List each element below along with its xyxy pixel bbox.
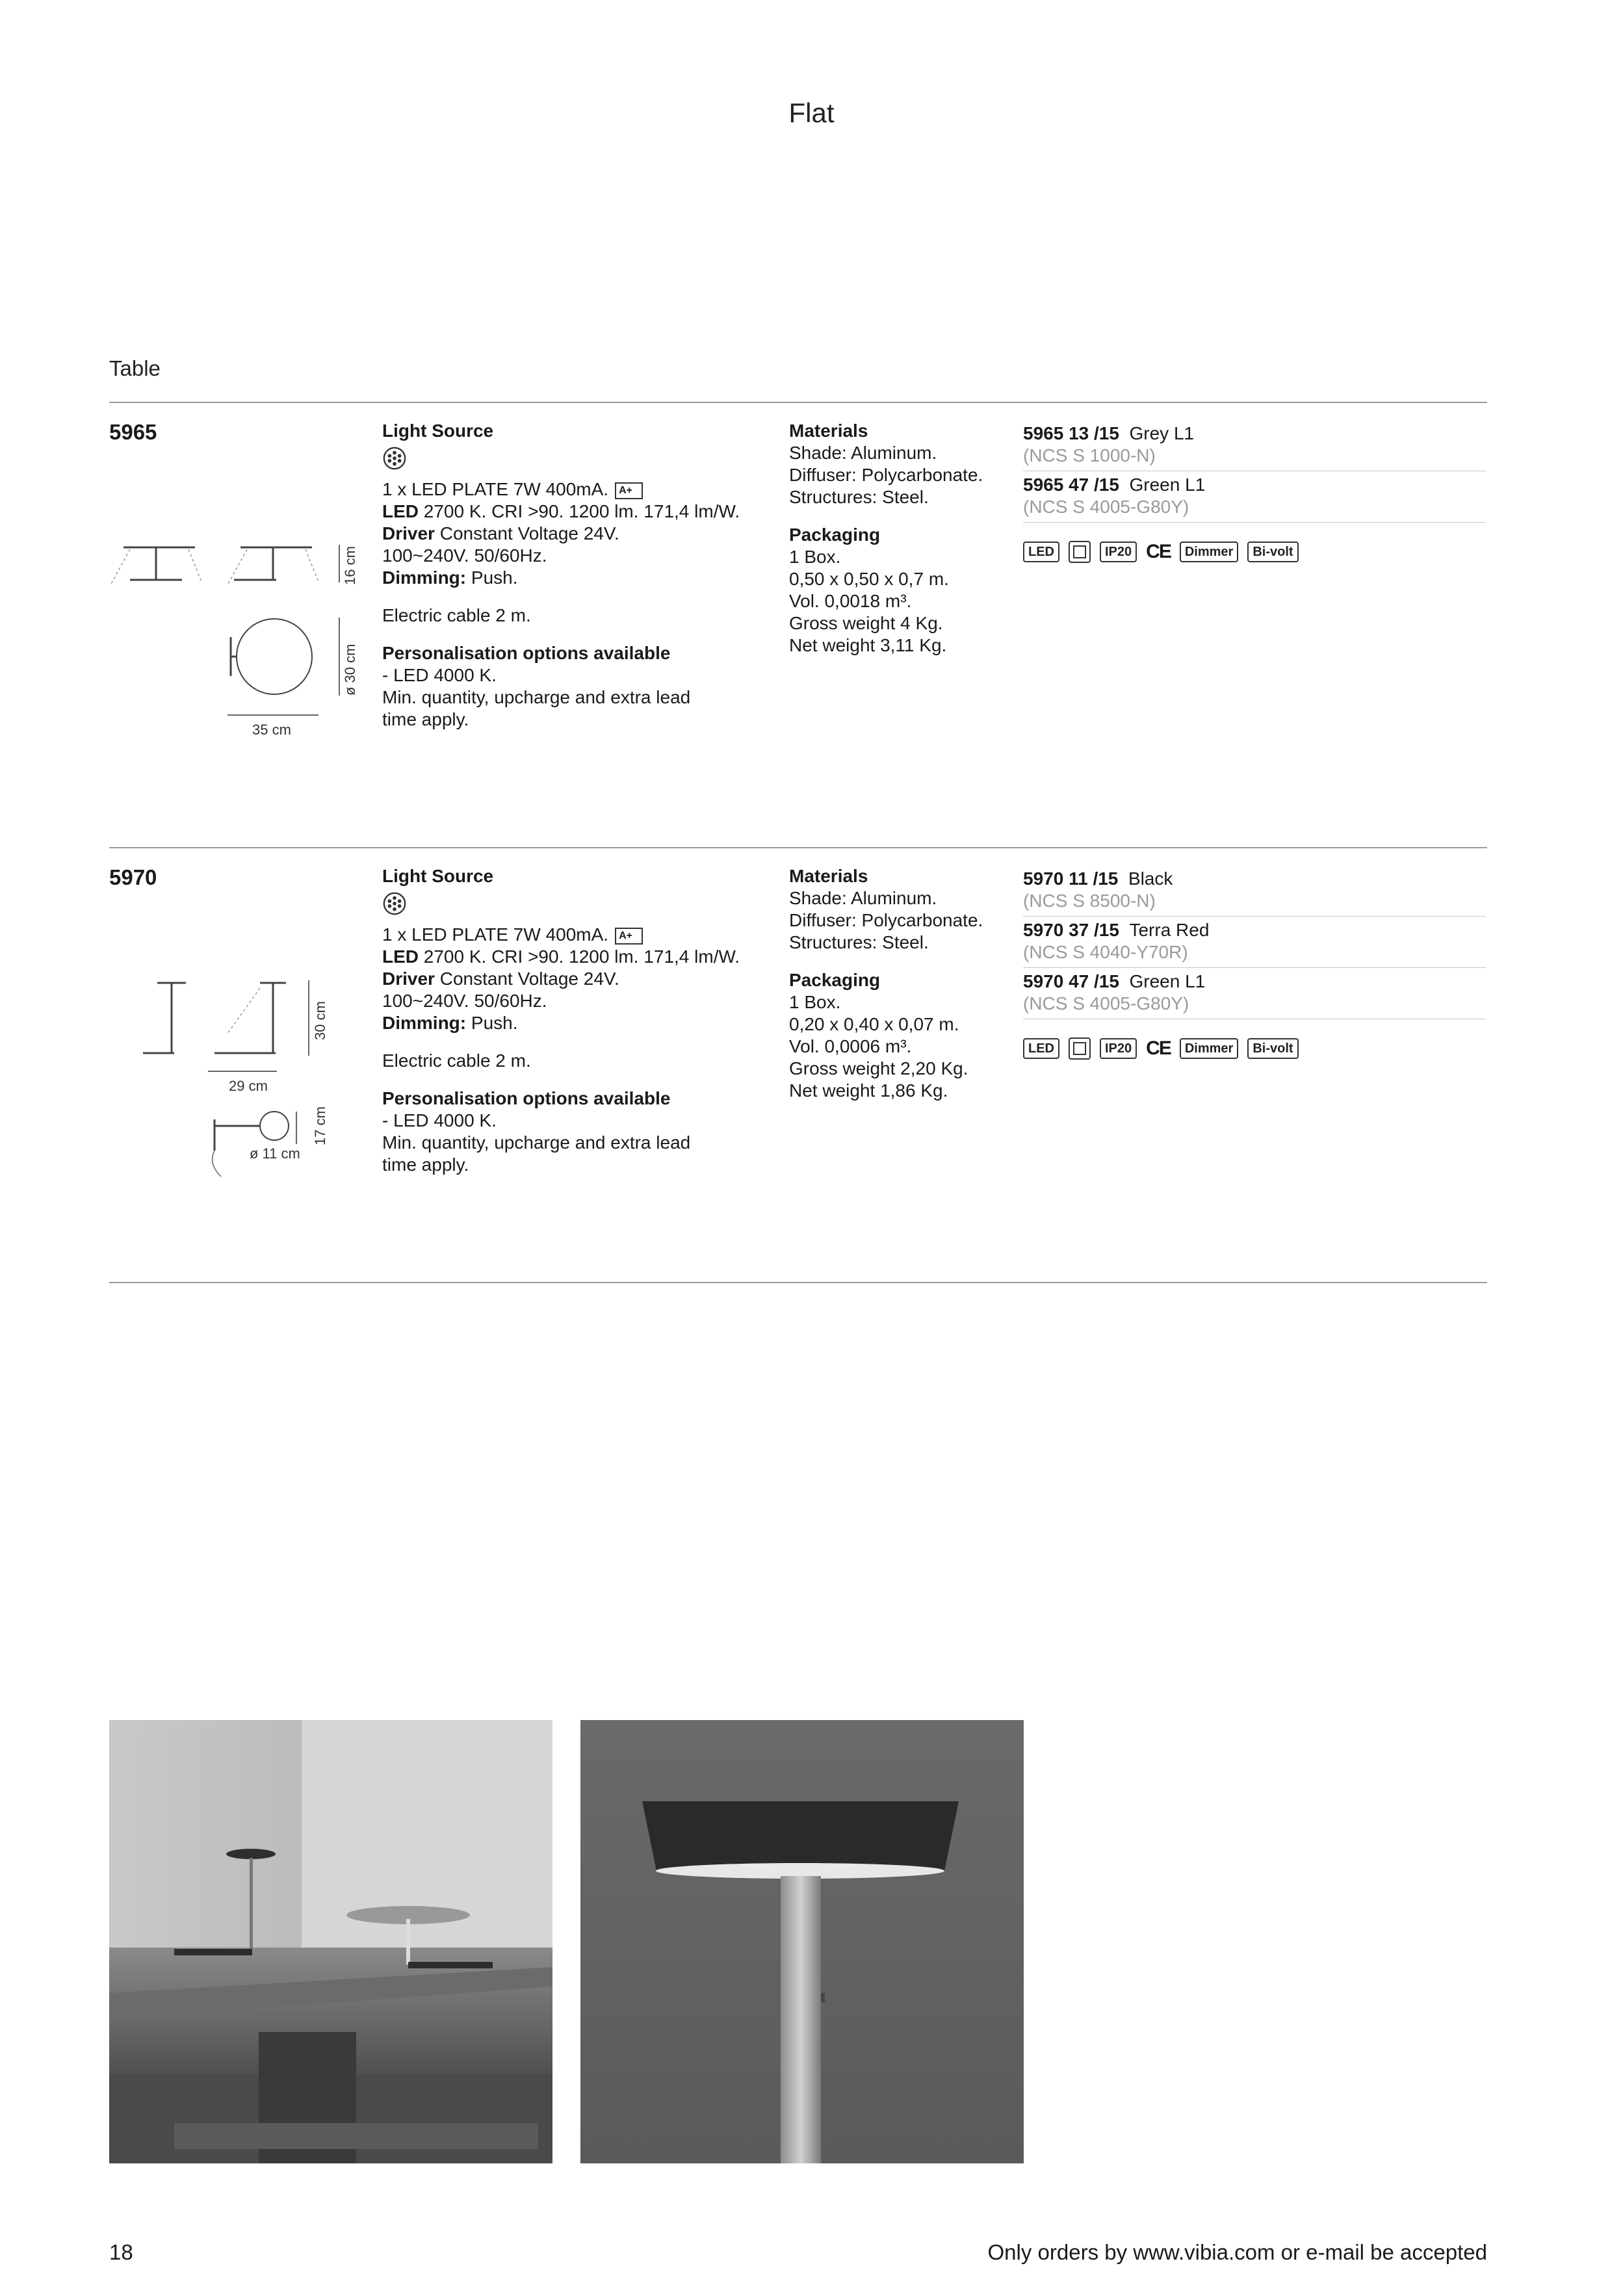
divider	[109, 847, 1487, 848]
variant-item	[1023, 471, 1486, 523]
personalisation-heading: Personalisation options available	[382, 1088, 671, 1108]
dim-width: 29 cm	[229, 1078, 268, 1094]
variant-item	[1023, 917, 1486, 968]
voltage-spec: 100~240V. 50/60Hz.	[382, 545, 547, 566]
dimming-label: Dimming:	[382, 567, 467, 588]
variant-item	[1023, 420, 1486, 471]
light-source-5965	[382, 420, 759, 731]
dim-width: 35 cm	[252, 722, 291, 738]
product-code: 5965	[109, 420, 157, 444]
variant-ncs: (NCS S 4040-Y70R)	[1023, 942, 1188, 962]
packaging-boxes: 1 Box.	[789, 992, 841, 1012]
variant-name: Green L1	[1129, 971, 1206, 991]
led-spec: 2700 K. CRI >90. 1200 lm. 171,4 lm/W.	[423, 501, 740, 521]
variant-ncs: (NCS S 8500-N)	[1023, 891, 1156, 911]
led-label: LED	[382, 501, 419, 521]
variant-item	[1023, 968, 1486, 1019]
section-title: Table	[109, 356, 161, 380]
variants-5970	[1023, 865, 1486, 1060]
driver-label: Driver	[382, 969, 435, 989]
material-shade: Shade: Aluminum.	[789, 888, 937, 908]
packaging-volume: Vol. 0,0006 m³.	[789, 1036, 912, 1056]
class-ii-icon	[1069, 1037, 1091, 1060]
product-drawing-5965	[104, 520, 377, 741]
led-plate-line: 1 x LED PLATE 7W 400mA.	[382, 479, 609, 499]
variant-ref: 5970 47 /15	[1023, 971, 1119, 991]
light-source-5970	[382, 865, 759, 1176]
footer-note: Only orders by www.vibia.com or e-mail be accepted	[987, 2240, 1487, 2264]
bivolt-badge: Bi-volt	[1247, 1038, 1298, 1059]
variant-item	[1023, 865, 1486, 917]
personalisation-line: time apply.	[382, 1155, 469, 1175]
material-shade: Shade: Aluminum.	[789, 443, 937, 463]
divider	[109, 1282, 1487, 1283]
dim-diameter: ø 11 cm	[250, 1145, 300, 1162]
led-plate-icon	[382, 891, 407, 916]
energy-class-label: A+	[615, 482, 643, 499]
cable-spec: Electric cable 2 m.	[382, 605, 531, 625]
bivolt-badge: Bi-volt	[1247, 541, 1298, 562]
personalisation-heading: Personalisation options available	[382, 643, 671, 663]
driver-spec: Constant Voltage 24V.	[439, 523, 619, 543]
light-source-heading: Light Source	[382, 866, 494, 886]
dimming-label: Dimming:	[382, 1013, 467, 1033]
product-code: 5970	[109, 865, 157, 889]
ce-mark-icon: CE	[1146, 541, 1171, 562]
dim-head-height: 17 cm	[312, 1106, 328, 1145]
led-spec: 2700 K. CRI >90. 1200 lm. 171,4 lm/W.	[423, 946, 740, 967]
personalisation-line: - LED 4000 K.	[382, 1110, 497, 1130]
led-badge: LED	[1023, 1038, 1059, 1059]
ce-mark-icon: CE	[1146, 1037, 1171, 1059]
personalisation-line: time apply.	[382, 709, 469, 729]
dimmer-badge: Dimmer	[1180, 1038, 1238, 1059]
materials-5965	[789, 420, 1023, 657]
dim-height: 30 cm	[312, 1001, 328, 1040]
variant-name: Black	[1128, 868, 1173, 889]
packaging-heading: Packaging	[789, 525, 881, 545]
divider	[109, 402, 1487, 403]
driver-label: Driver	[382, 523, 435, 543]
packaging-gross-weight: Gross weight 4 Kg.	[789, 613, 943, 633]
personalisation-line: Min. quantity, upcharge and extra lead	[382, 687, 691, 707]
page-title: Flat	[788, 98, 835, 128]
voltage-spec: 100~240V. 50/60Hz.	[382, 991, 547, 1011]
packaging-net-weight: Net weight 1,86 Kg.	[789, 1080, 948, 1101]
packaging-boxes: 1 Box.	[789, 547, 841, 567]
material-diffuser: Diffuser: Polycarbonate.	[789, 910, 983, 930]
material-structures: Structures: Steel.	[789, 487, 929, 507]
page-number: 18	[109, 2240, 133, 2264]
dimmer-badge: Dimmer	[1180, 541, 1238, 562]
variant-ncs: (NCS S 4005-G80Y)	[1023, 993, 1189, 1013]
materials-heading: Materials	[789, 866, 868, 886]
personalisation-line: - LED 4000 K.	[382, 665, 497, 685]
material-structures: Structures: Steel.	[789, 932, 929, 952]
class-ii-icon	[1069, 541, 1091, 563]
packaging-volume: Vol. 0,0018 m³.	[789, 591, 912, 611]
material-diffuser: Diffuser: Polycarbonate.	[789, 465, 983, 485]
packaging-net-weight: Net weight 3,11 Kg.	[789, 635, 947, 655]
product-photo-interior	[109, 1720, 552, 2163]
packaging-size: 0,20 x 0,40 x 0,07 m.	[789, 1014, 959, 1034]
variant-name: Green L1	[1129, 475, 1206, 495]
dimming-spec: Push.	[471, 1013, 518, 1033]
certification-badges	[1023, 1037, 1486, 1060]
ip-badge: IP20	[1100, 1038, 1137, 1059]
packaging-gross-weight: Gross weight 2,20 Kg.	[789, 1058, 968, 1078]
certification-badges	[1023, 541, 1486, 563]
variant-ncs: (NCS S 1000-N)	[1023, 445, 1156, 465]
ip-badge: IP20	[1100, 541, 1137, 562]
materials-heading: Materials	[789, 421, 868, 441]
cable-spec: Electric cable 2 m.	[382, 1050, 531, 1071]
variants-5965	[1023, 420, 1486, 563]
dimming-spec: Push.	[471, 567, 518, 588]
product-drawing-5970	[130, 969, 364, 1203]
energy-class-label: A+	[615, 928, 643, 945]
led-plate-icon	[382, 446, 407, 471]
dim-diameter: ø 30 cm	[342, 644, 358, 696]
variant-ncs: (NCS S 4005-G80Y)	[1023, 497, 1189, 517]
variant-ref: 5965 13 /15	[1023, 423, 1119, 443]
variant-name: Grey L1	[1129, 423, 1195, 443]
variant-name: Terra Red	[1129, 920, 1210, 940]
variant-ref: 5965 47 /15	[1023, 475, 1119, 495]
packaging-size: 0,50 x 0,50 x 0,7 m.	[789, 569, 949, 589]
materials-5970	[789, 865, 1023, 1102]
light-source-heading: Light Source	[382, 421, 494, 441]
variant-ref: 5970 37 /15	[1023, 920, 1119, 940]
dim-height: 16 cm	[342, 546, 358, 585]
personalisation-line: Min. quantity, upcharge and extra lead	[382, 1132, 691, 1153]
product-photo-detail	[580, 1720, 1024, 2163]
led-plate-line: 1 x LED PLATE 7W 400mA.	[382, 924, 609, 945]
variant-ref: 5970 11 /15	[1023, 868, 1119, 889]
led-badge: LED	[1023, 541, 1059, 562]
led-label: LED	[382, 946, 419, 967]
driver-spec: Constant Voltage 24V.	[439, 969, 619, 989]
packaging-heading: Packaging	[789, 970, 881, 990]
